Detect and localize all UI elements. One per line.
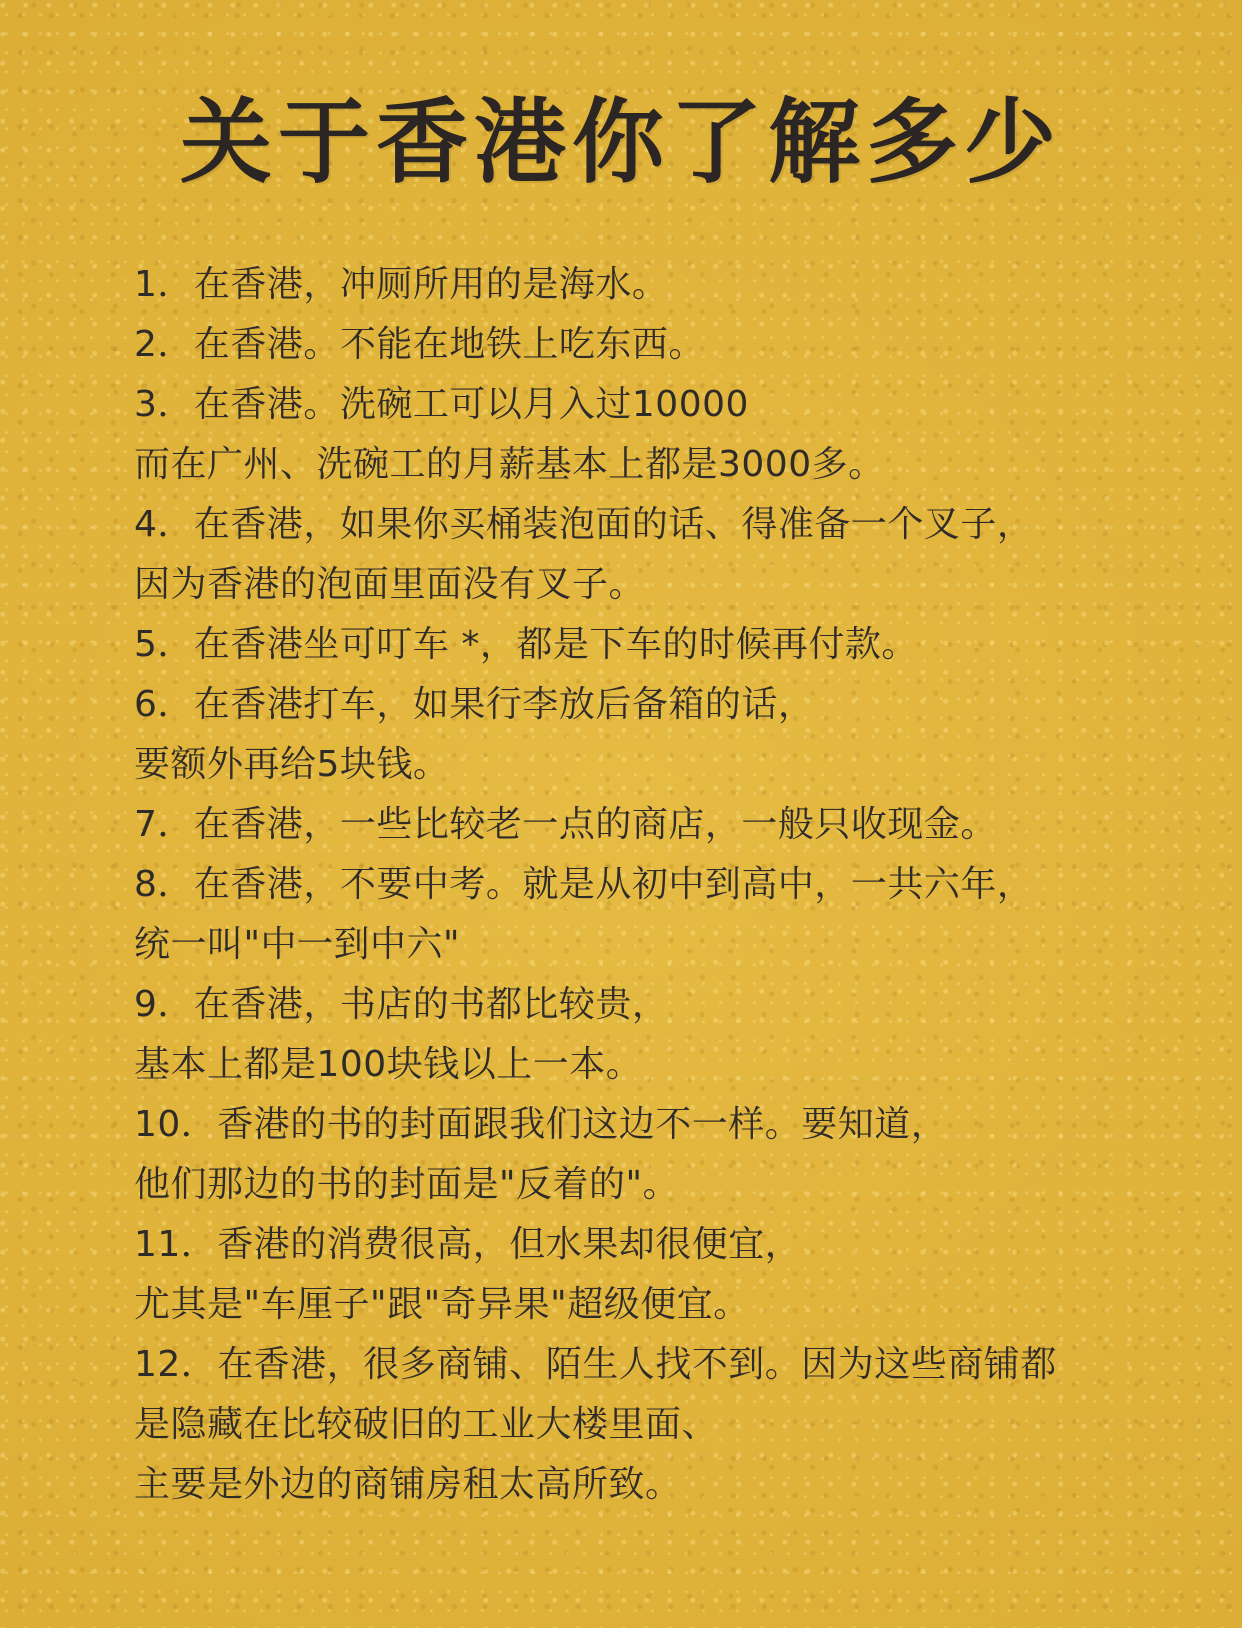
fact-line: 是隐藏在比较破旧的工业大楼里面、	[134, 1404, 719, 1445]
fact-line: 尤其是"车厘子"跟"奇异果"超级便宜。	[134, 1284, 750, 1325]
fact-line: 而在广州、洗碗工的月薪基本上都是3000多。	[134, 444, 885, 485]
fact-line: 2．在香港。不能在地铁上吃东西。	[134, 324, 705, 365]
fact-line: 要额外再给5块钱。	[134, 744, 450, 785]
fact-line: 9．在香港，书店的书都比较贵，	[134, 984, 669, 1025]
fact-line: 3．在香港。洗碗工可以月入过10000	[134, 384, 749, 425]
fact-line: 8．在香港，不要中考。就是从初中到高中，一共六年，	[134, 864, 1034, 905]
fact-line: 基本上都是100块钱以上一本。	[134, 1044, 643, 1085]
fact-line: 6．在香港打车，如果行李放后备箱的话，	[134, 684, 815, 725]
fact-line: 4．在香港，如果你买桶装泡面的话、得准备一个叉子，	[134, 504, 1034, 545]
fact-line: 因为香港的泡面里面没有叉子。	[134, 564, 646, 605]
fact-line: 主要是外边的商铺房租太高所致。	[134, 1464, 682, 1505]
fact-line: 5．在香港坐可叮车 *，都是下车的时候再付款。	[134, 624, 918, 665]
fact-line: 12．在香港，很多商铺、陌生人找不到。因为这些商铺都	[134, 1344, 1057, 1385]
fact-line: 10．香港的书的封面跟我们这边不一样。要知道，	[134, 1104, 948, 1145]
fact-line: 他们那边的书的封面是"反着的"。	[134, 1164, 680, 1205]
fact-line: 7．在香港，一些比较老一点的商店，一般只收现金。	[134, 804, 997, 845]
facts-list	[134, 255, 1214, 1515]
fact-line: 1．在香港，冲厕所用的是海水。	[134, 264, 669, 305]
fact-line: 统一叫"中一到中六"	[134, 924, 461, 965]
page-title: 关于香港你了解多少	[179, 89, 1062, 196]
fact-line: 11．香港的消费很高，但水果却很便宜，	[134, 1224, 802, 1265]
